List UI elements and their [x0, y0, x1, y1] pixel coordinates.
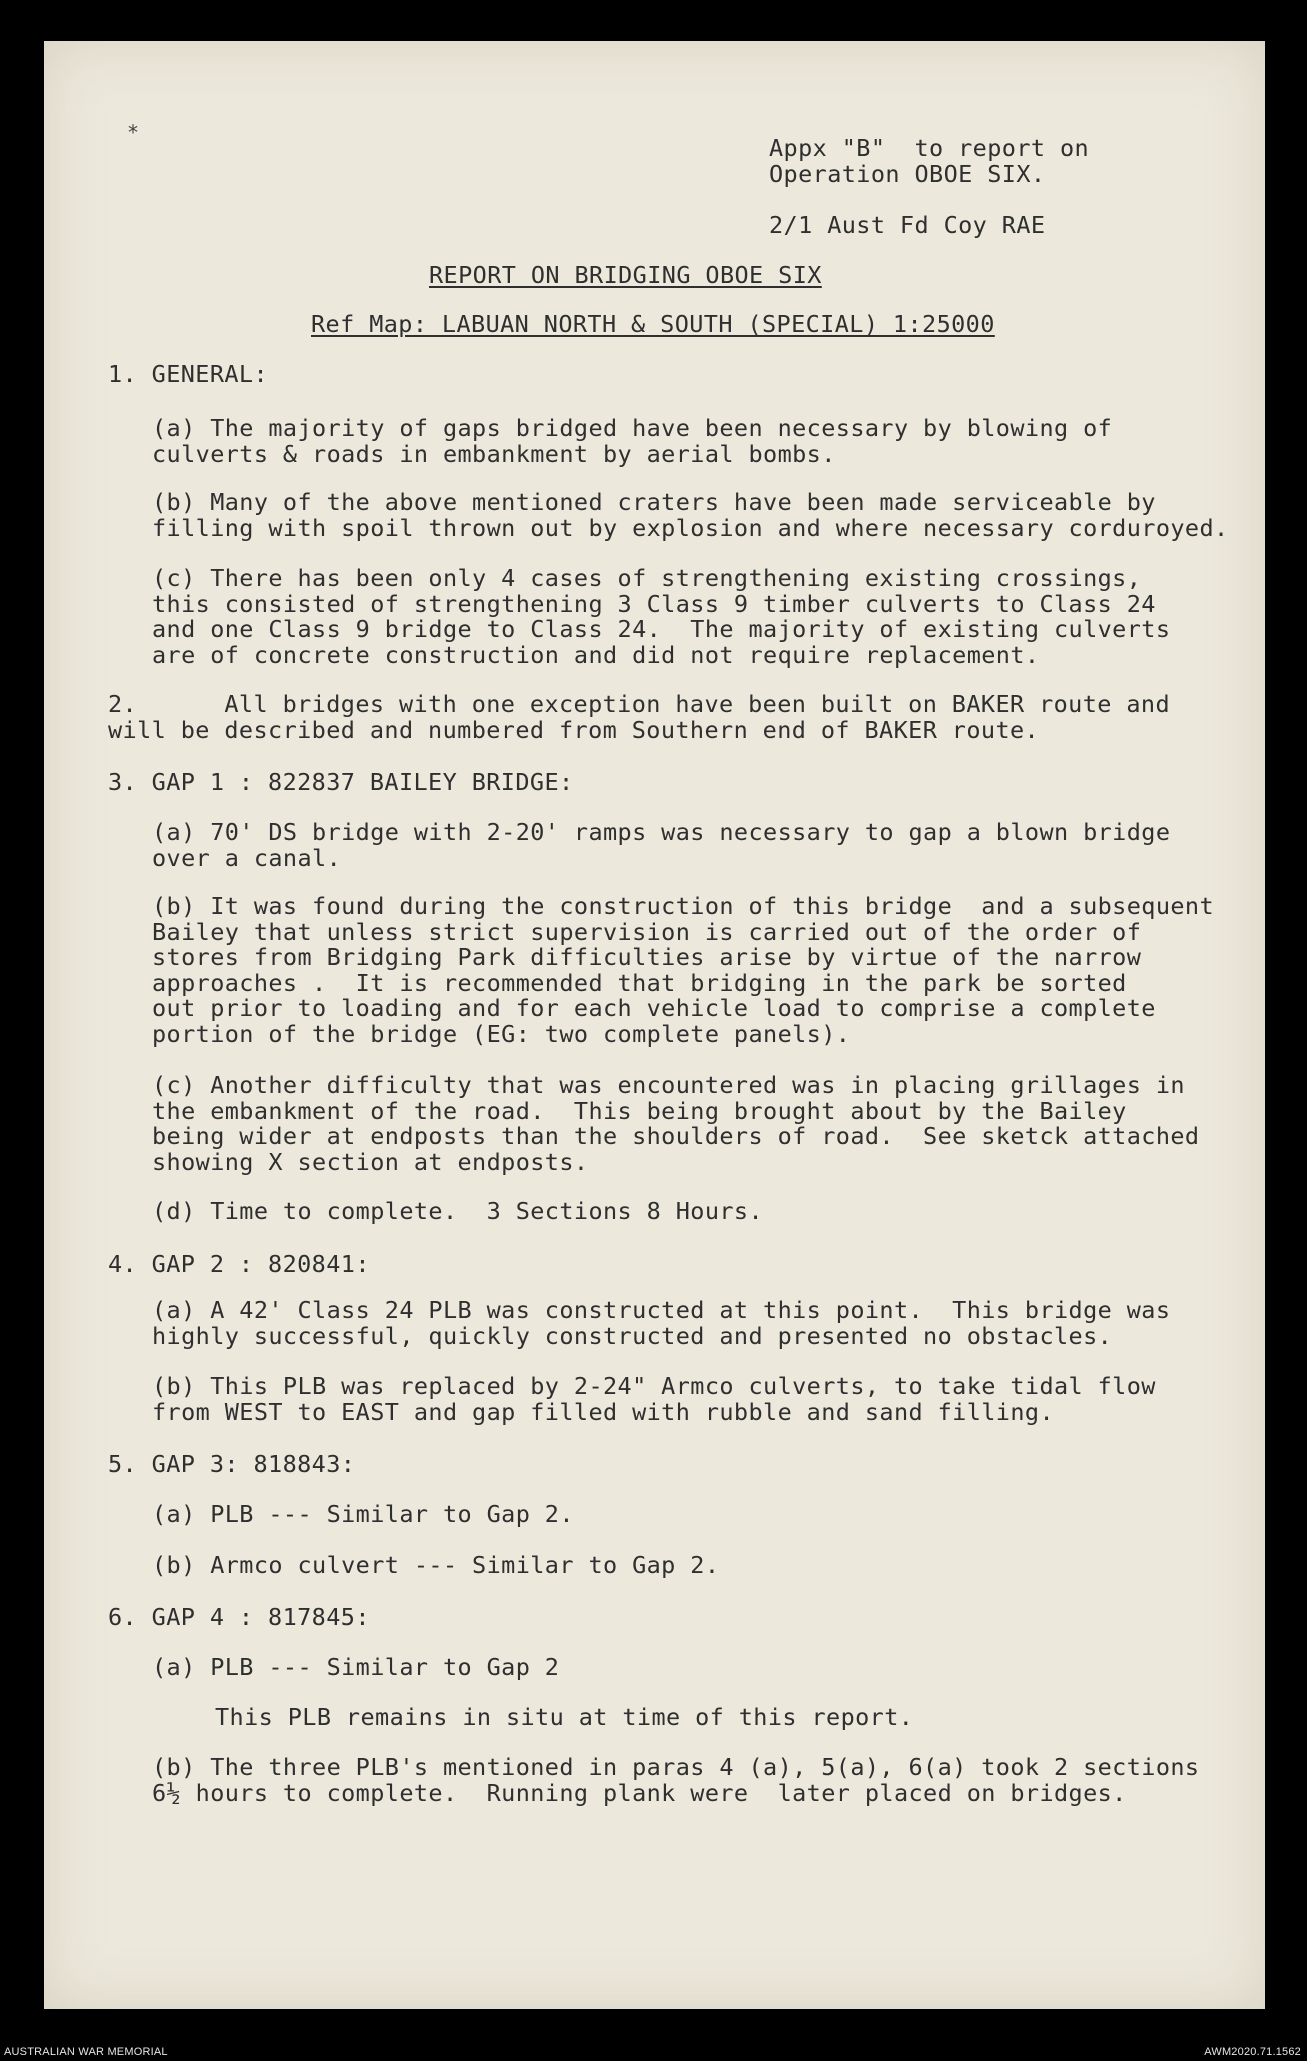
section-4-heading: 4. GAP 2 : 820841: — [108, 1250, 370, 1278]
document-title: REPORT ON BRIDGING OBOE SIX — [429, 261, 822, 289]
section-5-heading: 5. GAP 3: 818843: — [108, 1450, 356, 1478]
section-6a-note: This PLB remains in situ at time of this report. — [215, 1703, 914, 1731]
section-5b: (b) Armco culvert --- Similar to Gap 2. — [152, 1551, 720, 1579]
section-1a: (a) The majority of gaps bridged have been necessary by blowing of culverts & roads in embankment by aerial bombs. — [152, 414, 1113, 468]
section-2: 2. All bridges with one exception have been built on BAKER route and will be described and numbered from Southern end of BAKER route. — [108, 690, 1171, 744]
section-3b: (b) It was found during the construction of this bridge and a subsequent Bailey that unless strict supervision is carried out of the order of stores from Bridging Park difficulties arise by virtue of the narrow approaches . It is recommended that bridging in the park be sorted out prior to loading and for each vehicle load to comprise a complete portion of the bridge (EG: two complete panels). — [152, 892, 1215, 1048]
unit-line: 2/1 Aust Fd Coy RAE — [769, 211, 1046, 239]
section-3d: (d) Time to complete. 3 Sections 8 Hours. — [152, 1197, 764, 1225]
reference-map: Ref Map: LABUAN NORTH & SOUTH (SPECIAL) 1:25000 — [311, 310, 995, 338]
archive-credit: AUSTRALIAN WAR MEMORIAL — [4, 2046, 168, 2058]
section-1-heading: 1. GENERAL: — [108, 360, 269, 388]
section-1b: (b) Many of the above mentioned craters have been made serviceable by filling with spoil thrown out by explosion and where necessary corduroyed. — [152, 488, 1229, 542]
appendix-line-2: Operation OBOE SIX. — [769, 160, 1046, 188]
section-4b: (b) This PLB was replaced by 2-24" Armco culverts, to take tidal flow from WEST to EAST and gap filled with rubble and sand filling. — [152, 1372, 1156, 1426]
section-1c: (c) There has been only 4 cases of strengthening existing crossings, this consisted of strengthening 3 Class 9 timber culverts to Class 24 and one Class 9 bridge to Class 24. The majority of existing culverts are of concrete construction and did not require replacement. — [152, 564, 1171, 669]
section-3a: (a) 70' DS bridge with 2-20' ramps was necessary to gap a blown bridge over a canal. — [152, 818, 1171, 872]
section-6b: (b) The three PLB's mentioned in paras 4 (a), 5(a), 6(a) took 2 sections 6½ hours to complete. Running plank were later placed on bridges. — [152, 1753, 1200, 1807]
pencil-mark: ⁎ — [128, 114, 138, 138]
section-6-heading: 6. GAP 4 : 817845: — [108, 1603, 370, 1631]
appendix-line-1: Appx "B" to report on — [769, 134, 1090, 162]
section-6a: (a) PLB --- Similar to Gap 2 — [152, 1653, 560, 1681]
section-3c: (c) Another difficulty that was encountered was in placing grillages in the embankment of the road. This being brought about by the Bailey being wider at endposts than the shoulders of road. See sketck attached showing X section at endposts. — [152, 1071, 1200, 1176]
section-5a: (a) PLB --- Similar to Gap 2. — [152, 1500, 574, 1528]
archive-accession-number: AWM2020.71.1562 — [1204, 2046, 1301, 2058]
section-3-heading: 3. GAP 1 : 822837 BAILEY BRIDGE: — [108, 768, 574, 796]
section-4a: (a) A 42' Class 24 PLB was constructed at this point. This bridge was highly successful, quickly constructed and presented no obstacles. — [152, 1296, 1171, 1350]
